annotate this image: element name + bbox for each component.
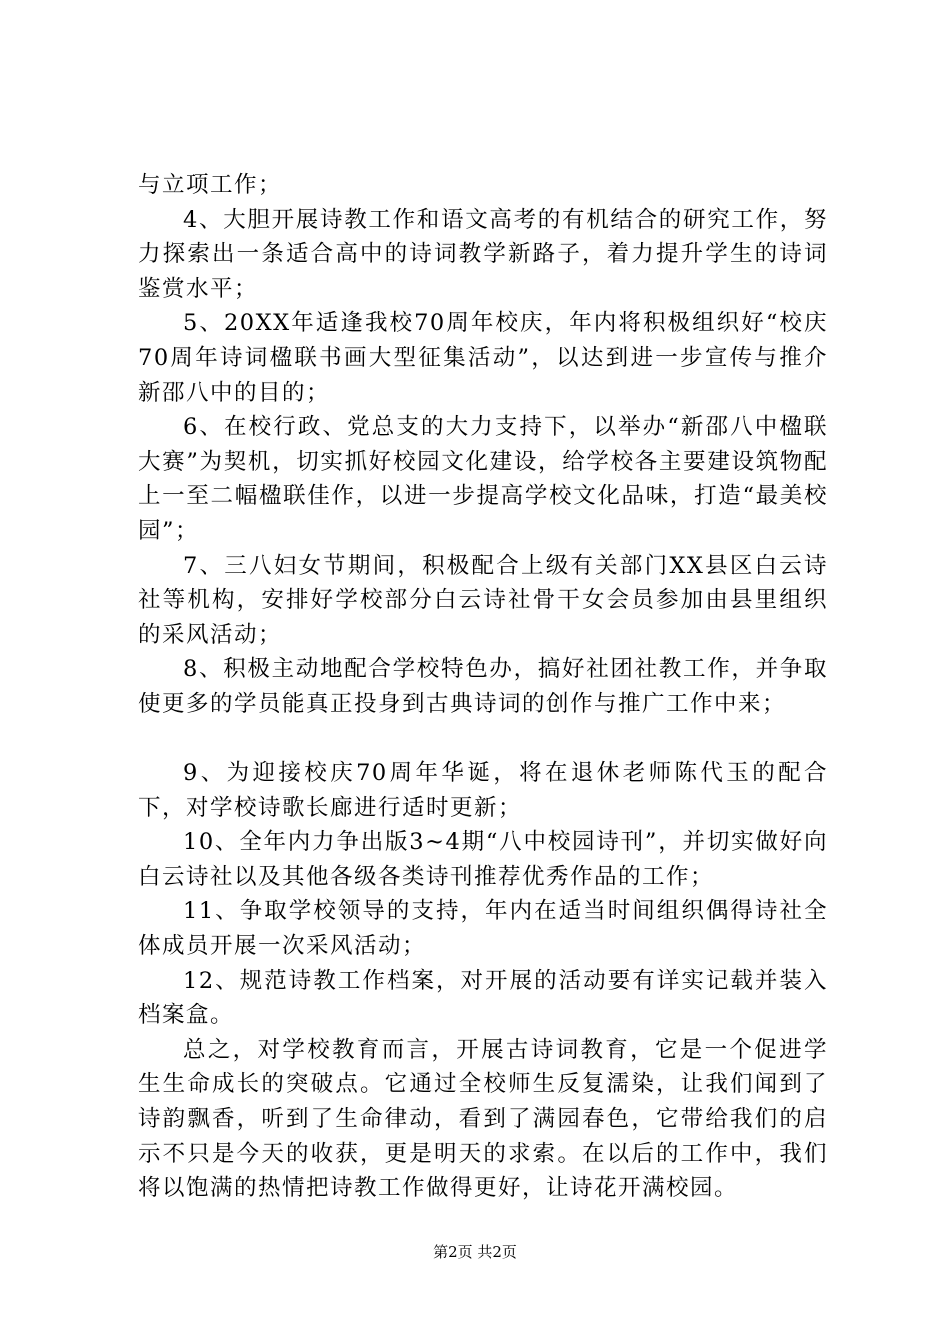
paragraph-item-9: 9、为迎接校庆70周年华诞，将在退休老师陈代玉的配合下，对学校诗歌长廊进行适时更新； <box>138 760 828 821</box>
paragraph-conclusion: 总之，对学校教育而言，开展古诗词教育，它是一个促进学生生命成长的突破点。它通过全校师生反复濡染，让我们闻到了诗韵飘香，听到了生命律动，看到了满园春色，它带给我们的启示不只是今天的收获，更是明天的求索。在以后的工作中，我们将以饱满的热情把诗教工作做得更好，让诗花开满校园。 <box>138 1036 828 1202</box>
paragraph-item-10: 10、全年内力争出版3~4期“八中校园诗刊”，并切实做好向白云诗社以及其他各级各类诗刊推荐优秀作品的工作； <box>138 829 828 890</box>
page-number-footer: 第2页 共2页 <box>433 1243 517 1261</box>
paragraph-item-8: 8、积极主动地配合学校特色办，搞好社团社教工作，并争取使更多的学员能真正投身到古典诗词的创作与推广工作中来； <box>138 656 828 717</box>
blank-line <box>138 722 828 757</box>
paragraph-item-7: 7、三八妇女节期间，积极配合上级有关部门XX县区白云诗社等机构，安排好学校部分白云诗社骨干女会员参加由县里组织的采风活动； <box>138 552 828 648</box>
paragraph-item-11: 11、争取学校领导的支持，年内在适当时间组织偶得诗社全体成员开展一次采风活动； <box>138 898 828 960</box>
paragraph-item-12: 12、规范诗教工作档案，对开展的活动要有详实记载并装入档案盒。 <box>138 967 828 1029</box>
paragraph-item-6: 6、在校行政、党总支的大力支持下，以举办“新邵八中楹联大赛”为契机，切实抓好校园文化建设，给学校各主要建设筑物配上一至二幅楹联佳作，以进一步提高学校文化品味，打造“最美校园”； <box>138 414 828 544</box>
paragraph-item-4: 4、大胆开展诗教工作和语文高考的有机结合的研究工作，努力探索出一条适合高中的诗词教学新路子，着力提升学生的诗词鉴赏水平； <box>138 206 828 302</box>
paragraph-item-5: 5、20XX年适逢我校70周年校庆，年内将积极组织好“校庆70周年诗词楹联书画大型征集活动”，以达到进一步宣传与推介新邵八中的目的； <box>138 310 828 406</box>
document-body <box>138 168 828 1206</box>
paragraph-continuation: 与立项工作； <box>138 172 283 198</box>
